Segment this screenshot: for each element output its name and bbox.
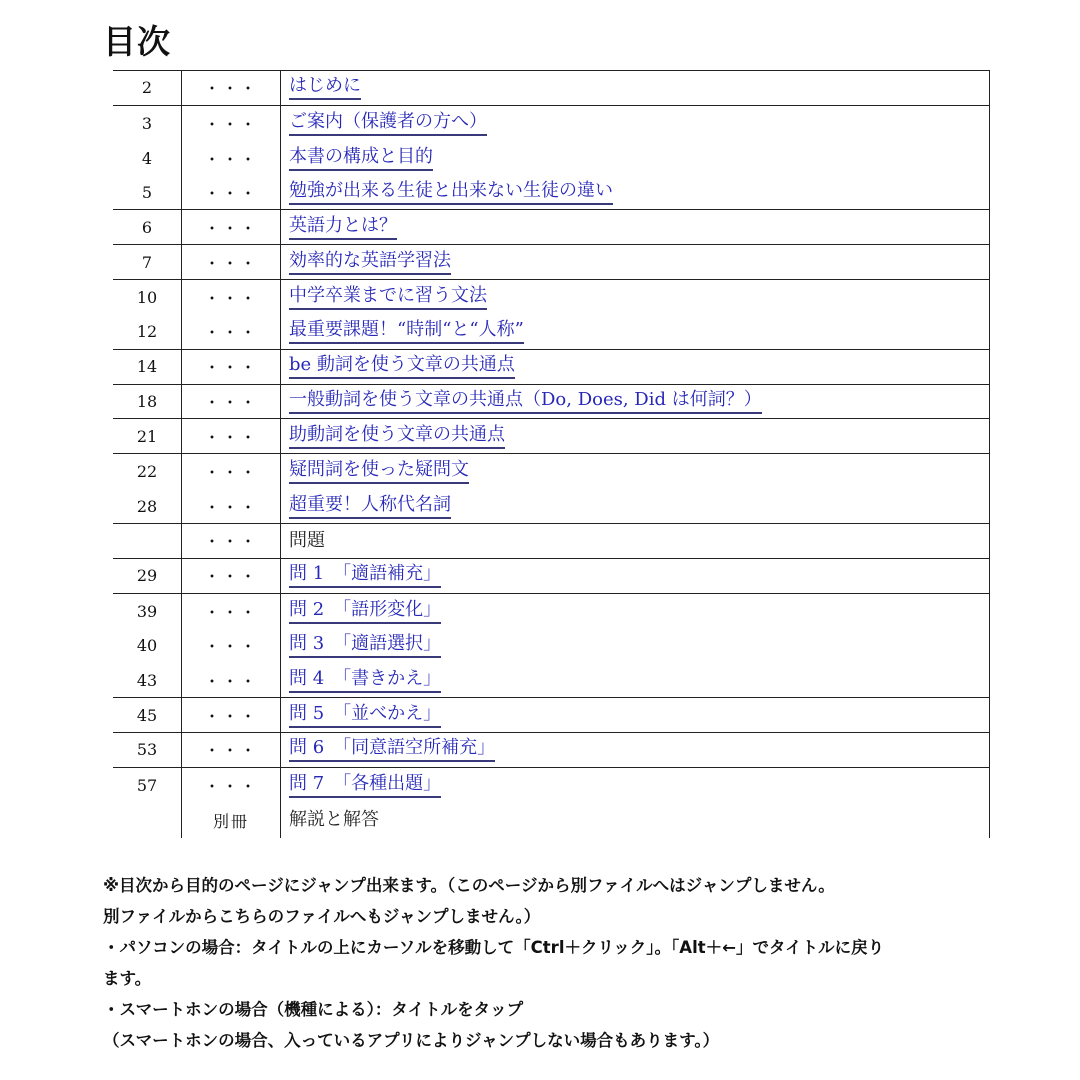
toc-page-number: 21 [113, 419, 182, 453]
toc-leader: ・・・ [182, 524, 281, 558]
toc-page-number: 10 [113, 280, 182, 315]
toc-leader: ・・・ [182, 106, 281, 141]
toc-row [113, 663, 989, 698]
toc-row [113, 559, 989, 594]
toc-link[interactable]: 本書の構成と目的 [289, 146, 433, 171]
toc-page-number [113, 803, 182, 838]
note-line: 別ファイルからこちらのファイルへもジャンプしません。） [103, 907, 541, 926]
toc-row [113, 71, 989, 106]
toc-leader: ・・・ [182, 350, 281, 384]
toc-title-cell [281, 106, 989, 141]
toc-page-number: 57 [113, 768, 182, 803]
toc-title-cell [281, 663, 989, 697]
toc-page-number: 14 [113, 350, 182, 384]
toc-leader: ・・・ [182, 594, 281, 629]
toc-title-cell [281, 71, 989, 105]
toc-row [113, 489, 989, 524]
toc-link[interactable]: 最重要課題！“時制“と“人称” [289, 319, 524, 344]
toc-leader: ・・・ [182, 733, 281, 767]
toc-label: 問題 [289, 529, 325, 551]
toc-title-cell [281, 489, 989, 523]
toc-leader: ・・・ [182, 315, 281, 349]
note-line: ※目次から目的のページにジャンプ出来ます。（このページから別ファイルへはジャンプしません。 [103, 876, 835, 895]
toc-row [113, 210, 989, 245]
toc-row [113, 350, 989, 385]
toc-link[interactable]: 中学卒業までに習う文法 [289, 285, 487, 310]
toc-page-number: 29 [113, 559, 182, 593]
toc-label: 解説と解答 [289, 809, 379, 831]
toc-page-number: 2 [113, 71, 182, 105]
toc-link[interactable]: 問 5 「並べかえ」 [289, 703, 441, 728]
toc-page-number: 40 [113, 629, 182, 664]
toc-row [113, 454, 989, 489]
toc-title-cell [281, 524, 989, 558]
toc-link[interactable]: 問 7 「各種出題」 [289, 773, 441, 798]
toc-title-cell [281, 176, 989, 210]
toc-title-cell [281, 803, 989, 838]
toc-page-number: 4 [113, 141, 182, 176]
toc-link[interactable]: 勉強が出来る生徒と出来ない生徒の違い [289, 180, 613, 205]
toc-row [113, 698, 989, 733]
note-line: （スマートホンの場合、入っているアプリによりジャンプしない場合もあります。） [103, 1031, 720, 1050]
toc-title-cell [281, 350, 989, 384]
page-title: 目次 [103, 22, 171, 61]
toc-page-number: 5 [113, 176, 182, 210]
toc-link[interactable]: はじめに [289, 75, 361, 100]
toc-leader: ・・・ [182, 454, 281, 489]
toc-link[interactable]: 英語力とは？ [289, 215, 397, 240]
toc-title-cell [281, 315, 989, 349]
toc-row [113, 629, 989, 664]
toc-title-cell [281, 280, 989, 315]
toc-leader: ・・・ [182, 629, 281, 664]
toc-row [113, 245, 989, 280]
toc-title-cell [281, 698, 989, 732]
toc-page-number: 7 [113, 245, 182, 279]
toc-page-number: 18 [113, 385, 182, 419]
toc-link[interactable]: 問 6 「同意語空所補充」 [289, 737, 495, 762]
toc-row [113, 768, 989, 803]
toc-page-number: 3 [113, 106, 182, 141]
toc-leader: ・・・ [182, 419, 281, 453]
toc-row [113, 280, 989, 315]
toc-page-number [113, 524, 182, 558]
toc-leader: ・・・ [182, 141, 281, 176]
toc-title-cell [281, 141, 989, 176]
toc-title-cell [281, 419, 989, 453]
toc-row [113, 176, 989, 211]
toc-title-cell [281, 454, 989, 489]
toc-page-number: 12 [113, 315, 182, 349]
toc-link[interactable]: 効率的な英語学習法 [289, 250, 451, 275]
toc-row [113, 315, 989, 350]
toc-leader: ・・・ [182, 663, 281, 697]
toc-row [113, 419, 989, 454]
toc-row [113, 385, 989, 420]
toc-page-number: 45 [113, 698, 182, 732]
toc-link[interactable]: 問 4 「書きかえ」 [289, 668, 441, 693]
toc-page-number: 39 [113, 594, 182, 629]
toc-row [113, 733, 989, 768]
toc-leader: ・・・ [182, 489, 281, 523]
toc-link[interactable]: 疑問詞を使った疑問文 [289, 459, 469, 484]
toc-row [113, 141, 989, 176]
toc-title-cell [281, 385, 989, 419]
toc-title-cell [281, 245, 989, 279]
toc-leader: ・・・ [182, 280, 281, 315]
notes-section [103, 870, 1023, 1056]
toc-page-number: 28 [113, 489, 182, 523]
toc-page-number: 53 [113, 733, 182, 767]
toc-row [113, 594, 989, 629]
toc-link[interactable]: 問 1 「適語補充」 [289, 563, 441, 588]
toc-link[interactable]: 超重要！人称代名詞 [289, 494, 451, 519]
toc-leader: ・・・ [182, 71, 281, 105]
toc-title-cell [281, 733, 989, 767]
note-line: ・パソコンの場合：タイトルの上にカーソルを移動して「Ctrl＋クリック」。「Alt＋←」でタイトルに戻り [103, 938, 885, 957]
toc-leader: ・・・ [182, 698, 281, 732]
note-line: ます。 [103, 969, 152, 988]
toc-link[interactable]: be 動詞を使う文章の共通点 [289, 354, 515, 379]
toc-row [113, 106, 989, 141]
toc-page-number: 6 [113, 210, 182, 244]
toc-link[interactable]: 一般動詞を使う文章の共通点（Do, Does, Did は何詞？） [289, 389, 762, 414]
toc-title-cell [281, 210, 989, 244]
toc-leader: ・・・ [182, 385, 281, 419]
toc-leader: ・・・ [182, 176, 281, 210]
toc-table [113, 70, 990, 838]
toc-row [113, 803, 989, 838]
note-line: ・スマートホンの場合（機種による）：タイトルをタップ [103, 1000, 524, 1019]
toc-title-cell [281, 629, 989, 664]
toc-link[interactable]: 問 3 「適語選択」 [289, 633, 441, 658]
toc-leader: ・・・ [182, 245, 281, 279]
toc-page-number: 22 [113, 454, 182, 489]
toc-leader: 別冊 [182, 803, 281, 838]
toc-title-cell [281, 768, 989, 803]
toc-title-cell [281, 594, 989, 629]
toc-row [113, 524, 989, 559]
toc-page-number: 43 [113, 663, 182, 697]
toc-title-cell [281, 559, 989, 593]
toc-leader: ・・・ [182, 559, 281, 593]
toc-link[interactable]: 問 2 「語形変化」 [289, 599, 441, 624]
toc-link[interactable]: ご案内（保護者の方へ） [289, 111, 487, 136]
toc-leader: ・・・ [182, 768, 281, 803]
toc-link[interactable]: 助動詞を使う文章の共通点 [289, 424, 505, 449]
toc-leader: ・・・ [182, 210, 281, 244]
